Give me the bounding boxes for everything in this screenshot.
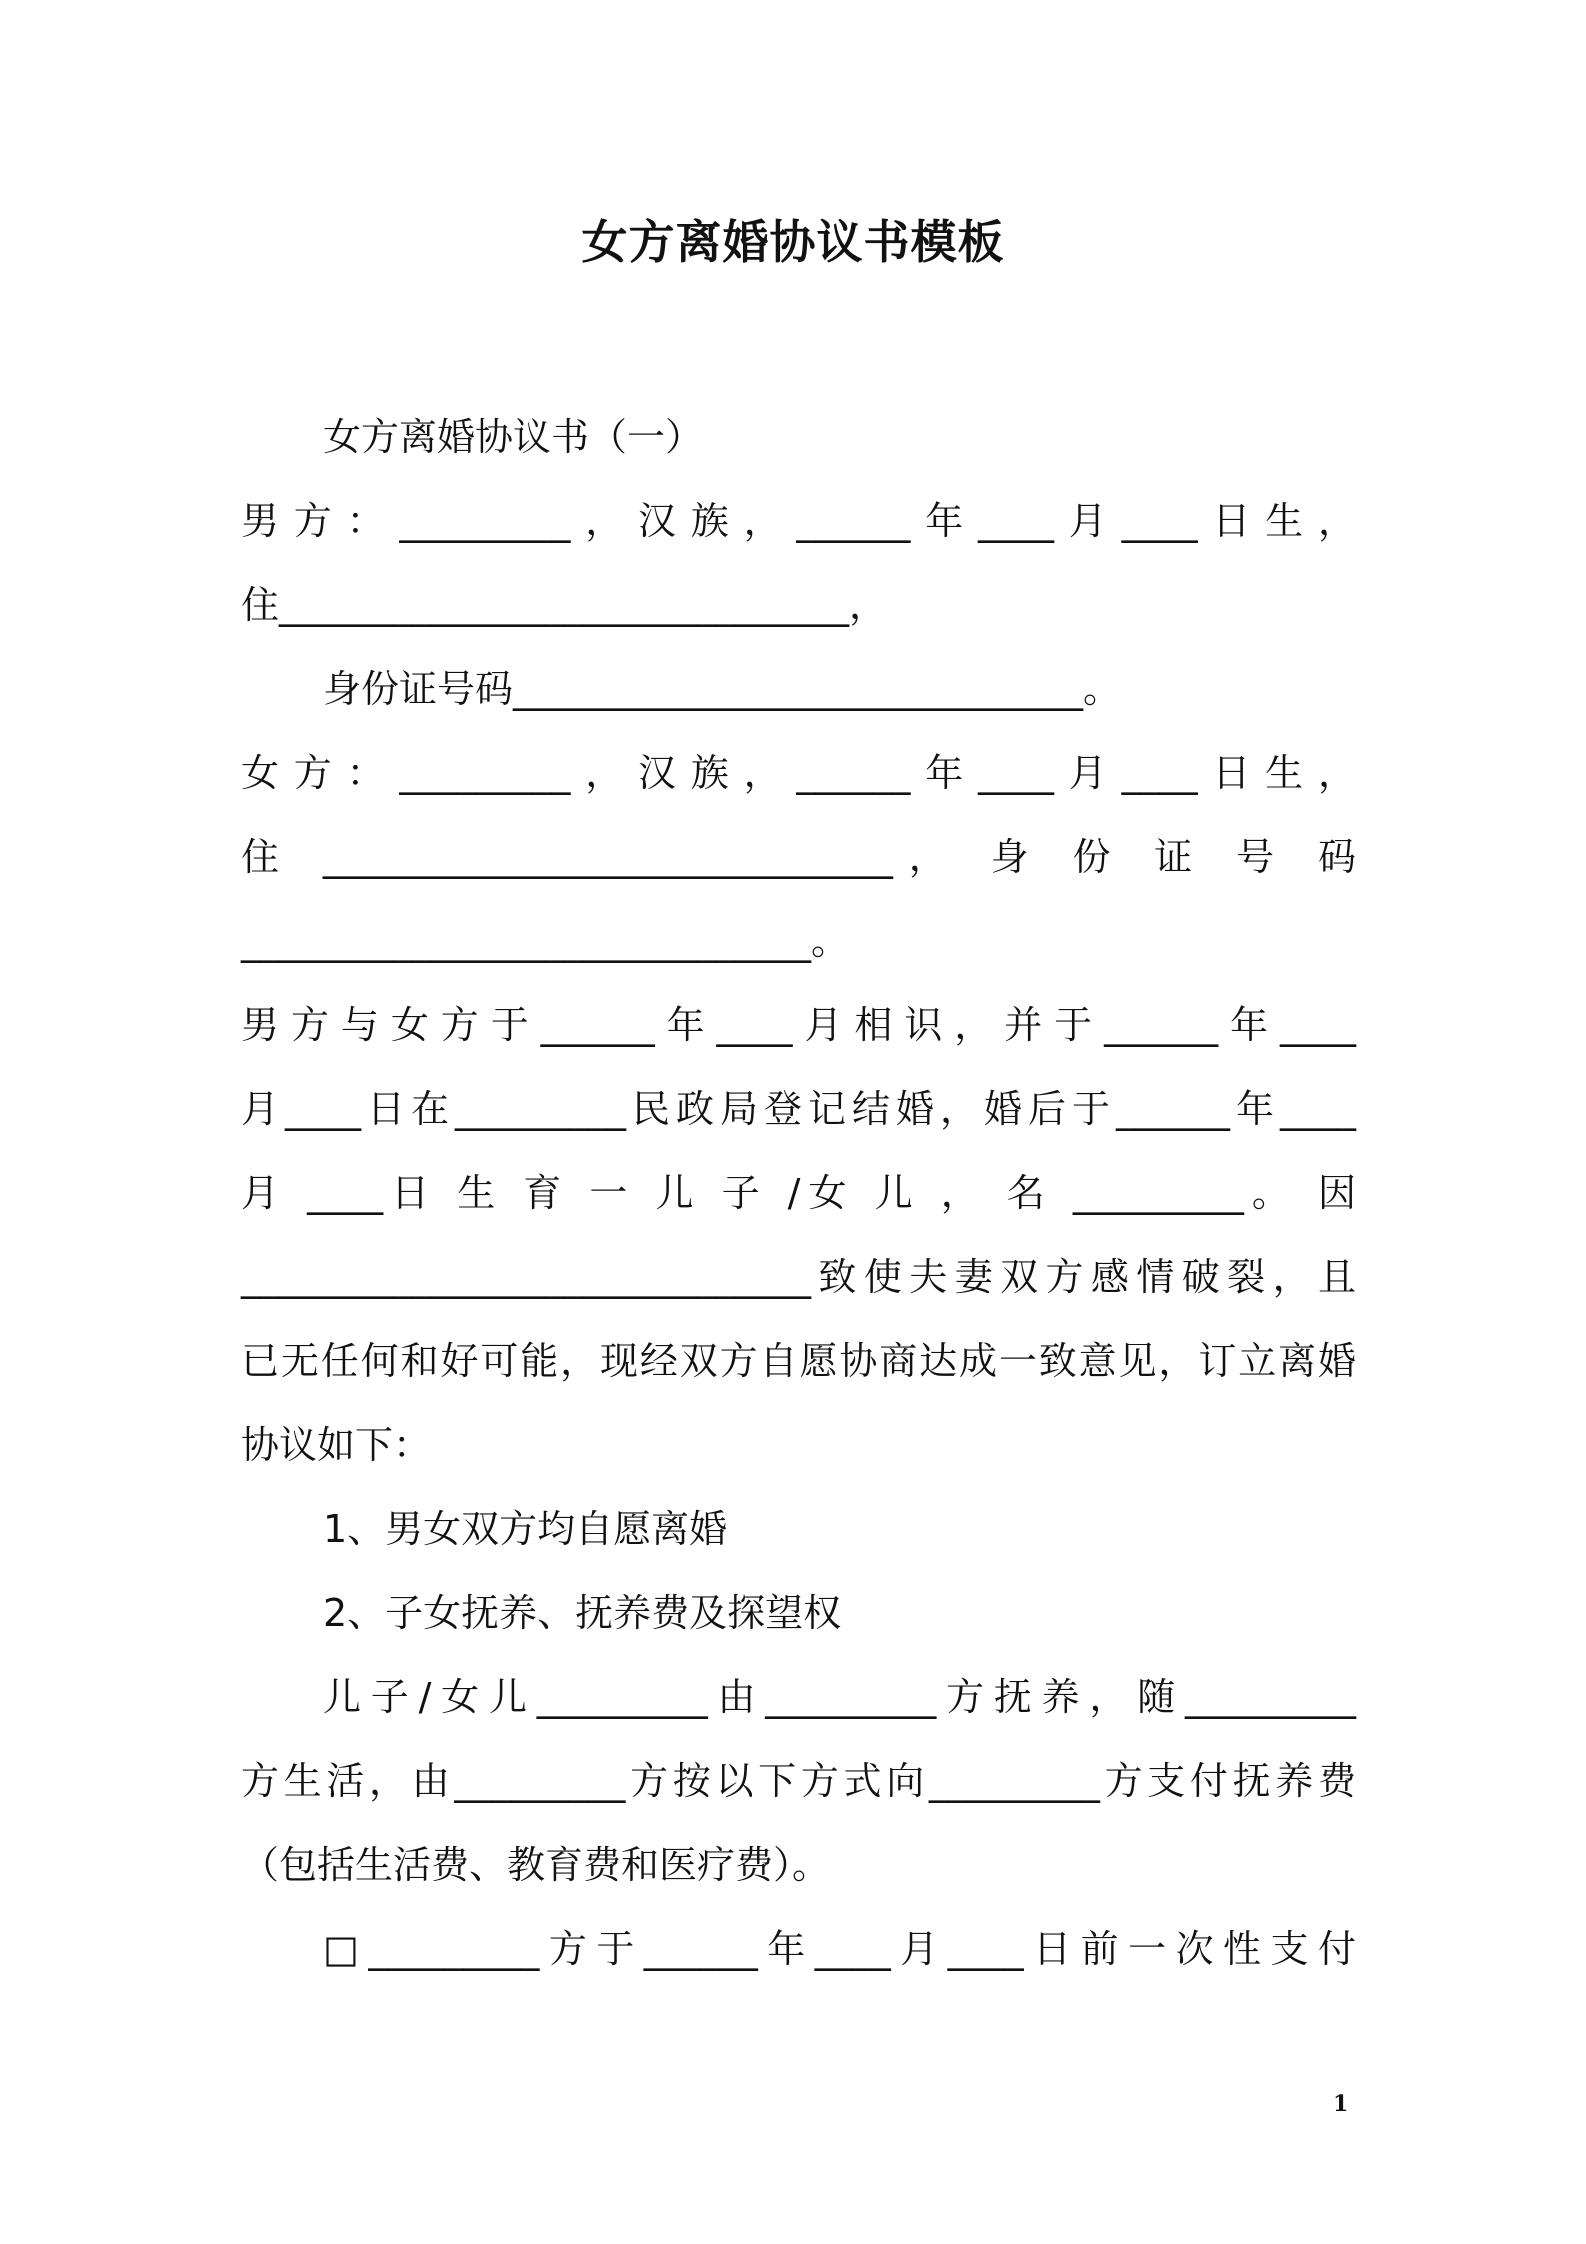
custody-line-2: 方生活，由_________方按以下方式向_________方支付抚养费 xyxy=(241,1759,1356,1803)
marriage-paragraph-line-1: 男方与女方于______年____月相识，并于______年____ xyxy=(241,1003,1356,1047)
wife-address-line: 住 ______________________________， 身 份 证 号 码 xyxy=(241,835,1356,879)
marriage-paragraph-line-5: 已无任何和好可能，现经双方自愿协商达成一致意见，订立离婚 xyxy=(241,1339,1356,1383)
clause-1: 1、男女双方均自愿离婚 xyxy=(323,1507,728,1551)
husband-info-line: 男方：_________，汉族，______年____月____日生， xyxy=(241,499,1356,543)
section-heading: 女方离婚协议书（一） xyxy=(323,415,704,459)
husband-id-line: 身份证号码______________________________。 xyxy=(323,667,1122,711)
wife-info-line: 女方：_________，汉族，______年____月____日生， xyxy=(241,751,1356,795)
marriage-paragraph-line-3: 月 ____日 生 育 一 儿 子 /女 儿 ， 名 _________。 因 xyxy=(241,1171,1356,1215)
document-title: 女方离婚协议书模板 xyxy=(581,215,1005,269)
husband-address-line: 住______________________________， xyxy=(241,583,888,627)
custody-line-1: 儿子/女儿_________由_________方抚养，随_________ xyxy=(323,1675,1356,1719)
marriage-paragraph-line-4: ______________________________致使夫妻双方感情破裂，且 xyxy=(241,1255,1356,1299)
marriage-paragraph-line-6: 协议如下： xyxy=(241,1423,432,1467)
clause-2: 2、子女抚养、抚养费及探望权 xyxy=(323,1591,842,1635)
payment-option-line: □_________方于______年____月____日前一次性支付 xyxy=(323,1927,1356,1971)
custody-line-3: （包括生活费、教育费和医疗费）。 xyxy=(241,1843,831,1887)
marriage-paragraph-line-2: 月____日在_________民政局登记结婚，婚后于______年____ xyxy=(241,1087,1356,1131)
page-number: 1 xyxy=(1333,2091,1349,2117)
wife-id-line: ______________________________。 xyxy=(241,919,850,963)
